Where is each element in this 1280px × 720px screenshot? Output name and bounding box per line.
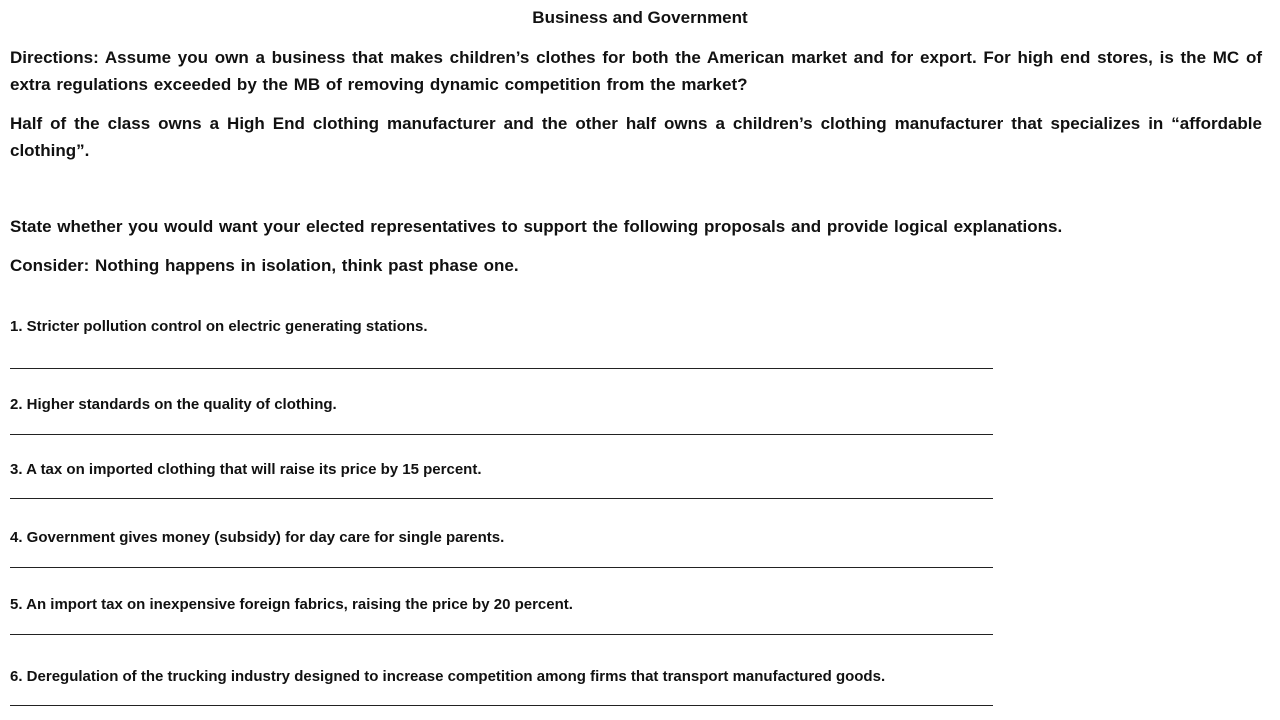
page-title: Business and Government <box>532 8 748 27</box>
answer-line-3[interactable] <box>10 498 993 499</box>
question-6: 6. Deregulation of the trucking industry designed to increase competition among firms that transport manufactured goods. <box>10 668 886 685</box>
answer-line-6[interactable] <box>10 705 993 706</box>
class-split-paragraph: Half of the class owns a High End clothing manufacturer and the other half owns a children’s clothing manufacturer that specializes in “affordable clothing”. <box>10 114 1262 160</box>
answer-line-4[interactable] <box>10 567 993 568</box>
consider-paragraph: Consider: Nothing happens in isolation, think past phase one. <box>10 256 519 275</box>
answer-line-2[interactable] <box>10 434 993 435</box>
answer-line-5[interactable] <box>10 634 993 635</box>
question-2: 2. Higher standards on the quality of clothing. <box>10 396 337 413</box>
answer-line-1[interactable] <box>10 368 993 369</box>
directions-paragraph: Directions: Assume you own a business that makes children’s clothes for both the American market and for export. For high end stores, is the MC of extra regulations exceeded by the MB of removing dynamic competition from the market? <box>10 48 1262 94</box>
question-3: 3. A tax on imported clothing that will raise its price by 15 percent. <box>10 461 482 478</box>
instructions-paragraph: State whether you would want your elected representatives to support the following proposals and provide logical explanations. <box>10 217 1063 236</box>
question-4: 4. Government gives money (subsidy) for day care for single parents. <box>10 529 505 546</box>
question-5: 5. An import tax on inexpensive foreign fabrics, raising the price by 20 percent. <box>10 596 573 613</box>
question-1: 1. Stricter pollution control on electric generating stations. <box>10 318 428 335</box>
